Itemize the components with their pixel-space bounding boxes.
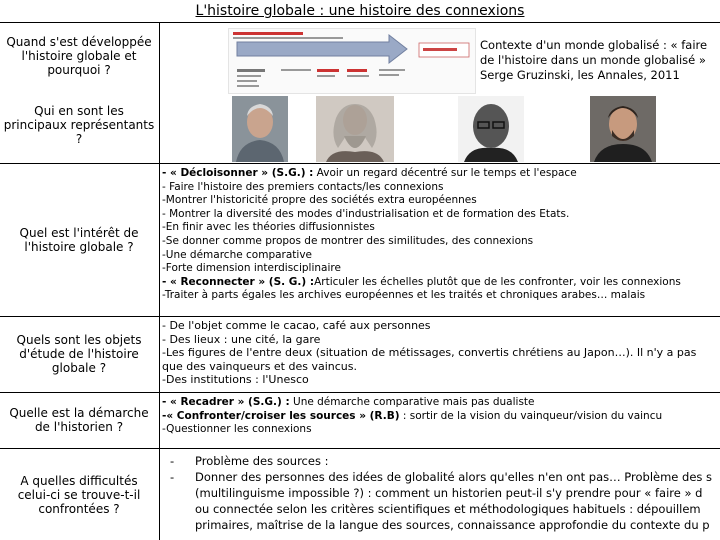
question-interest: Quel est l'intérêt de l'histoire globale ? <box>19 226 139 254</box>
answer-keyword: - « Recadrer » (S.G.) : <box>162 396 290 408</box>
answer-line <box>162 423 718 437</box>
difficulty-line <box>162 469 718 485</box>
difficulty-line <box>162 517 718 533</box>
answer-line: -Des institutions : l'Unesco <box>162 373 309 387</box>
answer-line <box>162 249 718 263</box>
answer-keyword: -« Confronter/croiser les sources » (R.B) <box>162 409 400 422</box>
answer-line <box>162 167 718 181</box>
difficulty-text: Donner des personnes des idées de globalité alors qu'elles n'en ont pas… Problème des s <box>195 470 713 484</box>
row-divider <box>0 163 720 164</box>
answer-text: - Montrer la diversité des modes d'industrialisation et de formation des Etats. <box>162 207 570 220</box>
row-divider <box>0 448 720 449</box>
bullet-dash <box>162 501 195 517</box>
answer-line <box>162 221 718 235</box>
context-quote: Contexte d'un monde globalisé : « faire de l'histoire dans un monde globalisé » Serge Gruzinski, les Annales, 2011 <box>480 38 708 82</box>
answer-text: -Montrer l'historicité propre des sociétés extra européennes <box>162 194 477 207</box>
difficulty-text: Problème des sources : <box>195 454 329 468</box>
title-divider <box>0 22 720 23</box>
bullet-dash: - <box>170 454 175 468</box>
difficulty-text: primaires, maîtrise de la langue des sources, connaissance approfondie du contexte du p <box>195 518 710 532</box>
portrait-photo-1 <box>232 96 288 162</box>
bullet-dash <box>162 517 195 533</box>
answer-line <box>162 181 718 195</box>
answer-text: -Une démarche comparative <box>162 248 313 261</box>
answer-line <box>162 235 718 249</box>
answer-text: -Questionner les connexions <box>162 423 312 436</box>
question-difficulties: A quelles difficultés celui-ci se trouve-t-il confrontées ? <box>17 474 141 516</box>
answer-keyword: - « Reconnecter » (S. G.) : <box>162 275 315 288</box>
answer-line <box>162 208 718 222</box>
answer-line <box>162 396 718 410</box>
answer-text: Avoir un regard décentré sur le temps et l'espace <box>313 167 577 179</box>
difficulty-line <box>162 453 718 469</box>
answer-line <box>162 289 718 303</box>
page-title: L'histoire globale : une histoire des connexions <box>195 3 525 19</box>
row-divider <box>0 316 720 317</box>
answer-text: Une démarche comparative mais pas dualiste <box>289 396 535 408</box>
portrait-4-icon <box>590 96 656 162</box>
answer-line <box>162 262 718 276</box>
approach-answer <box>162 396 718 437</box>
objects-answer <box>162 319 718 387</box>
question-approach: Quelle est la démarche de l'historien ? <box>9 406 149 434</box>
column-divider <box>159 22 160 540</box>
difficulty-text: (multilinguisme impossible ?) : comment un historien peut-il s'y prendre pour « faire » d <box>195 486 703 500</box>
row-divider <box>0 392 720 393</box>
interest-answer <box>162 167 718 303</box>
portrait-photo-4 <box>590 96 656 162</box>
question-objects: Quels sont les objets d'étude de l'histoire globale ? <box>16 333 142 375</box>
timeline-thumbnail <box>228 28 476 94</box>
difficulties-answer <box>162 453 718 533</box>
answer-line <box>162 410 718 424</box>
question-when: Quand s'est développée l'histoire globale et pourquoi ? <box>6 35 152 77</box>
bullet-dash: - <box>170 470 175 484</box>
answer-text: -Se donner comme propos de montrer des similitudes, des connexions <box>162 234 534 247</box>
portrait-photo-3 <box>458 96 524 162</box>
portrait-2-icon <box>316 96 394 162</box>
timeline-arrow-icon <box>229 29 475 93</box>
answer-line: que des vainqueurs et des vaincus. <box>162 359 357 373</box>
answer-text: - Faire l'histoire des premiers contacts/les connexions <box>162 180 444 193</box>
answer-text: : sortir de la vision du vainqueur/vision du vaincu <box>399 409 663 422</box>
answer-text: -En finir avec les théories diffusionnistes <box>162 221 375 234</box>
answer-line: - Des lieux : une cité, la gare <box>162 332 321 346</box>
answer-line: - De l'objet comme le cacao, café aux personnes <box>162 319 431 332</box>
answer-text: -Traiter à parts égales les archives européennes et les traités et chroniques arabes… malais <box>162 289 646 302</box>
answer-keyword: - « Décloisonner » (S.G.) : <box>162 167 314 179</box>
portrait-1-icon <box>232 96 288 162</box>
portrait-photo-2 <box>316 96 394 162</box>
answer-line <box>162 276 718 290</box>
portrait-3-icon <box>458 96 524 162</box>
difficulty-line <box>162 485 718 501</box>
bullet-dash <box>162 485 195 501</box>
answer-line <box>162 194 718 208</box>
difficulty-line <box>162 501 718 517</box>
difficulty-text: ou connectée selon les critères scientifiques et méthodologiques habituels : dépouillem <box>195 502 701 516</box>
answer-text: Articuler les échelles plutôt que de les confronter, voir les connexions <box>314 275 681 288</box>
answer-line: -Les figures de l'entre deux (situation de métissages, convertis chrétiens au Japon…). Il n'y a pas <box>162 346 697 360</box>
answer-text: -Forte dimension interdisciplinaire <box>162 262 341 275</box>
question-who: Qui en sont les principaux représentants ? <box>3 104 155 146</box>
